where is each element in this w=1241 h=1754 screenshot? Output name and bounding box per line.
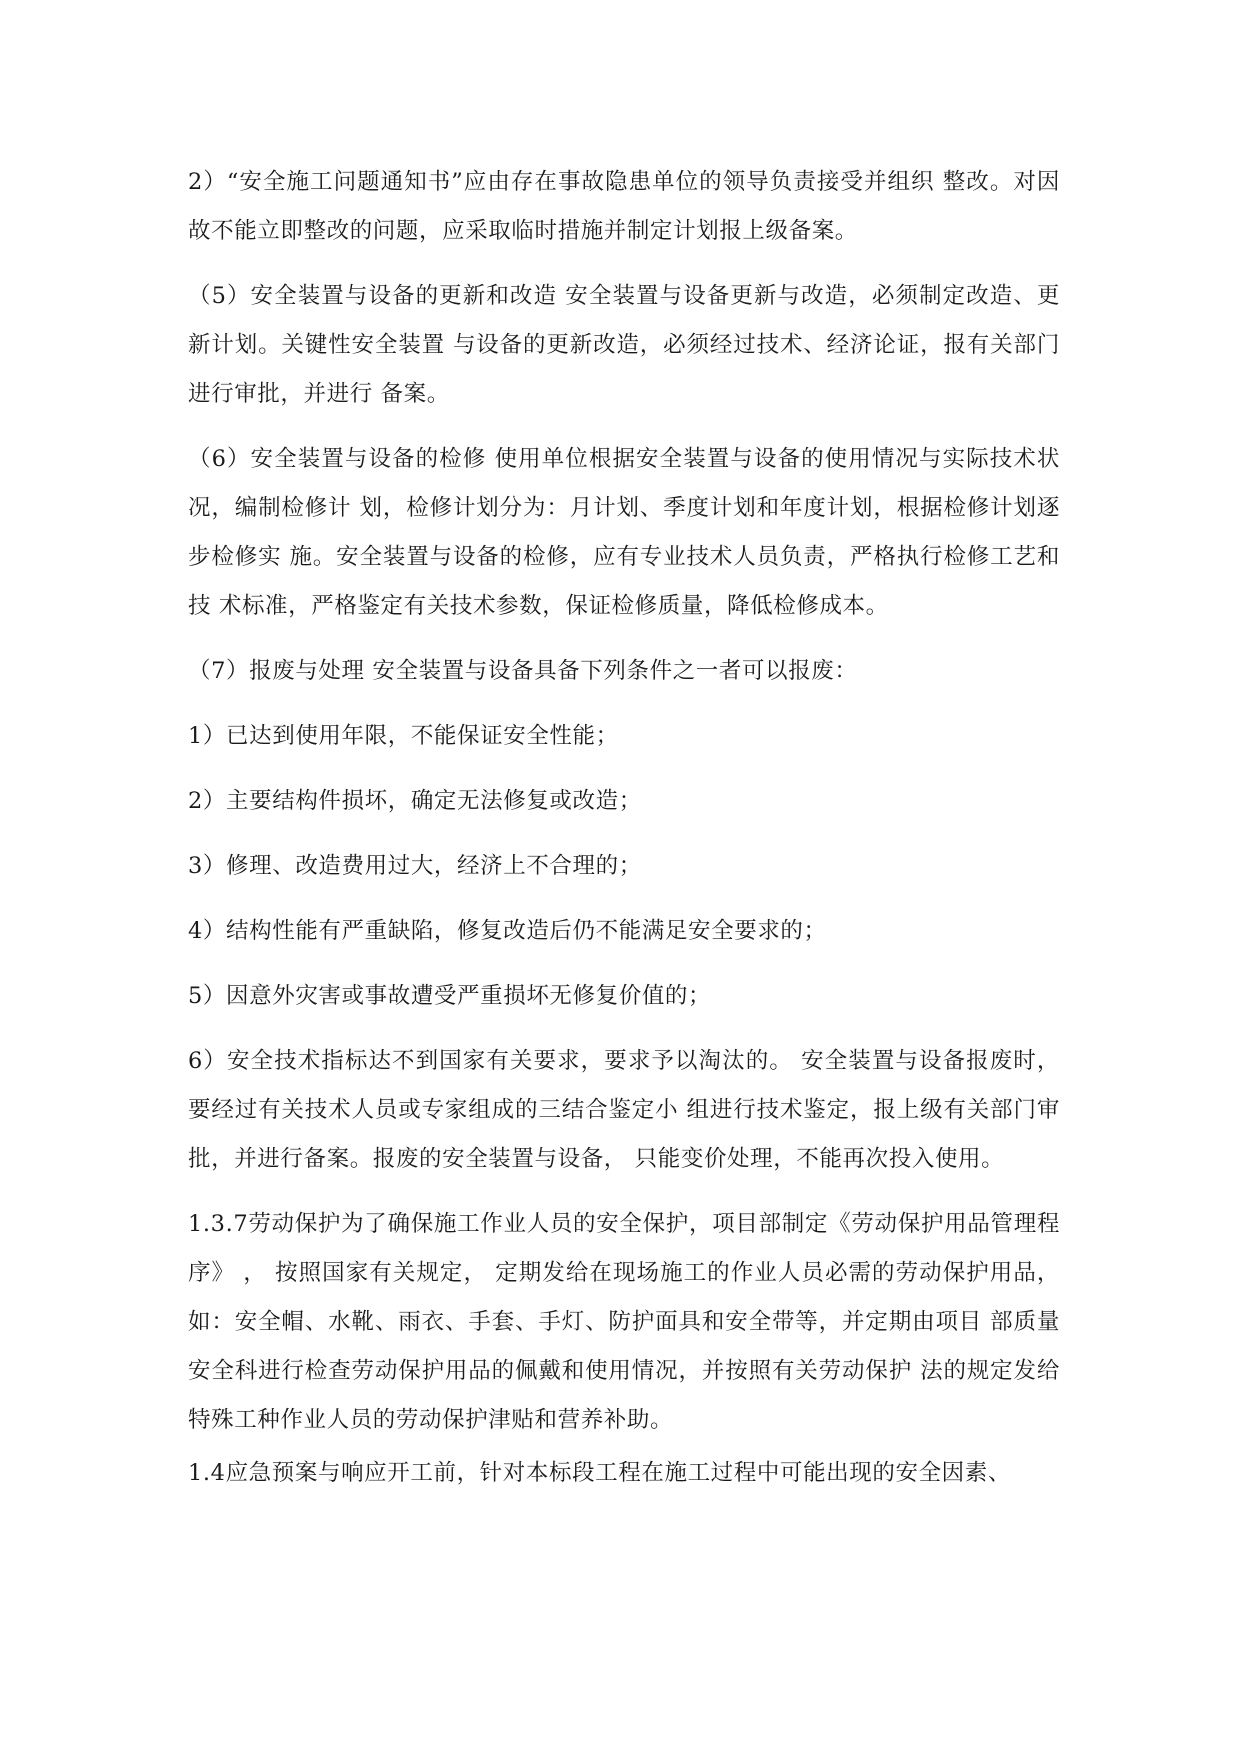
- paragraph-emergency-plan: 1.4应急预案与响应开工前，针对本标段工程在施工过程中可能出现的安全因素、: [188, 1460, 1011, 1486]
- list-item-scrap-condition-5: 5）因意外灾害或事故遭受严重损坏无修复价值的；: [188, 983, 712, 1009]
- paragraph-scrap-disposal: （7）报废与处理 安全装置与设备具备下列条件之一者可以报废：: [188, 658, 858, 684]
- paragraph-equipment-maintenance: （6）安全装置与设备的检修 使用单位根据安全装置与设备的使用情况与实际技术状况，编制检修计 划，检修计划分为：月计划、季度计划和年度计划，根据检修计划逐步检修实 施。安全装置与设备的检修，应有专业技术人员负责，严格执行检修工艺和技 术标准，严格鉴定有关技术参数，保证检修质量，降低检修成本。: [188, 446, 1060, 619]
- document-body: [188, 158, 1060, 1498]
- list-item-scrap-condition-1: 1）已达到使用年限，不能保证安全性能；: [188, 723, 619, 749]
- list-item-scrap-condition-2: 2）主要结构件损坏，确定无法修复或改造；: [188, 788, 642, 814]
- paragraph-notice-rectification: 2）“安全施工问题通知书”应由存在事故隐患单位的领导负责接受并组织 整改。对因故不能立即整改的问题，应采取临时措施并制定计划报上级备案。: [188, 169, 1060, 244]
- list-item-scrap-condition-3: 3）修理、改造费用过大，经济上不合理的；: [188, 853, 642, 879]
- paragraph-labor-protection: 1.3.7劳动保护为了确保施工作业人员的安全保护，项目部制定《劳动保护用品管理程 序》 ， 按照国家有关规定， 定期发给在现场施工的作业人员必需的劳动保护用品， 如：安全帽、水靴、雨衣、手套、手灯、防护面具和安全带等，并定期由项目 部质量安全科进行检查劳动保护用品的佩戴和使用情况，并按照有关劳动保护 法的规定发给特殊工种作业人员的劳动保护津贴和营养补助。: [188, 1211, 1060, 1433]
- paragraph-equipment-renewal: （5）安全装置与设备的更新和改造 安全装置与设备更新与改造，必须制定改造、更新计划。关键性安全装置 与设备的更新改造，必须经过技术、经济论证，报有关部门进行审批，并进行 备案。: [188, 283, 1060, 407]
- list-item-scrap-condition-6: 6）安全技术指标达不到国家有关要求，要求予以淘汰的。 安全装置与设备报废时，要经过有关技术人员或专家组成的三结合鉴定小 组进行技术鉴定，报上级有关部门审批，并进行备案。报废的安全装置与设备， 只能变价处理，不能再次投入使用。: [188, 1048, 1060, 1172]
- list-item-scrap-condition-4: 4）结构性能有严重缺陷，修复改造后仍不能满足安全要求的；: [188, 918, 827, 944]
